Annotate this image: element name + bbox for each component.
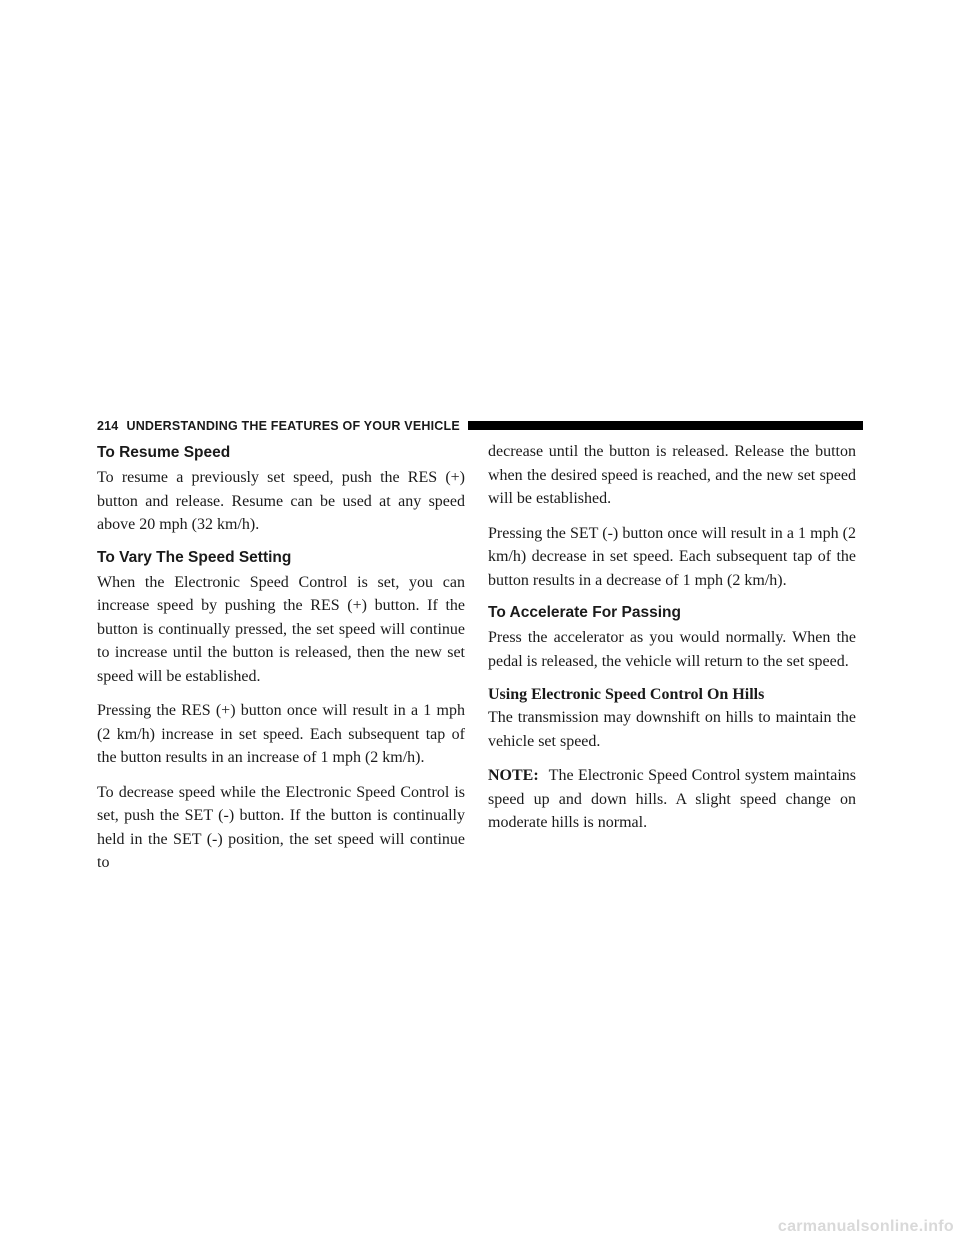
note-paragraph [488,764,856,835]
note-text: The Electronic Speed Control system maintains speed up and down hills. A slight speed change on moderate hills is normal. [488,767,856,831]
note-label: NOTE: [488,767,539,784]
page-number: 214 [97,419,119,433]
vary-speed-paragraph-4: Pressing the SET (-) button once will result in a 1 mph (2 km/h) decrease in set speed. Each subsequent tap of the button results in a decrease of 1 mph (2 km/h). [488,524,856,589]
left-column [97,440,465,886]
page-header [97,417,863,435]
right-column [488,440,856,846]
vary-speed-paragraph-3: To decrease speed while the Electronic Speed Control is set, push the SET (-) button. If the button is continually held in the SET (-) position, the set speed will continue to [97,783,465,871]
hills-heading: Using Electronic Speed Control On Hills [488,686,765,703]
vary-speed-paragraph-2: Pressing the RES (+) button once will result in a 1 mph (2 km/h) increase in set speed. Each subsequent tap of the button results in an increase of 1 mph (2 km/h). [97,702,465,766]
resume-speed-heading: To Resume Speed [97,444,231,461]
hills-paragraph: The transmission may downshift on hills to maintain the vehicle set speed. [488,709,856,750]
watermark-link[interactable]: carmanualsonline.info [777,1218,954,1235]
header-rule [468,421,863,430]
accelerate-passing-paragraph: Press the accelerator as you would normally. When the pedal is released, the vehicle will return to the set speed. [488,629,856,670]
vary-speed-paragraph-3-continued: decrease until the button is released. Release the button when the desired speed is reached, and the new set speed will be established. [488,443,856,507]
resume-speed-paragraph: To resume a previously set speed, push the RES (+) button and release. Resume can be used at any speed above 20 mph (32 km/h). [97,469,465,533]
accelerate-passing-heading: To Accelerate For Passing [488,604,681,621]
section-title: UNDERSTANDING THE FEATURES OF YOUR VEHICLE [126,419,460,433]
vary-speed-heading: To Vary The Speed Setting [97,548,292,566]
vary-speed-paragraph-1: When the Electronic Speed Control is set, you can increase speed by pushing the RES (+) button. If the button is continually pressed, the set speed will continue to increase until the button is released, then the new set speed will be established. [97,573,465,685]
